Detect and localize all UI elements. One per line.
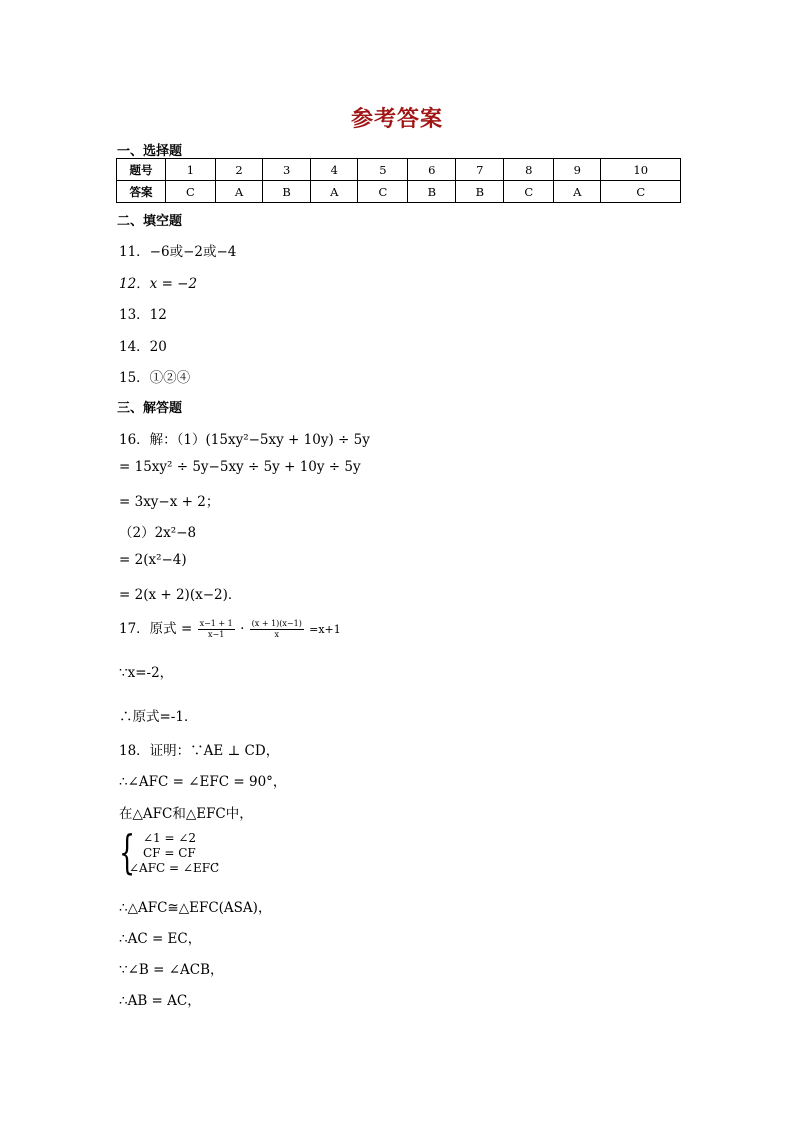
q17-line-2: ∵x=-2， [119, 665, 174, 681]
table-cell: C [504, 181, 554, 203]
q18-line-7: ∴AB = AC， [119, 993, 201, 1009]
section-heading-choice: 一、选择题 [117, 144, 183, 159]
q17-line-3: ∴原式=-1． [119, 709, 198, 725]
q18-line-6: ∵∠B = ∠ACB， [119, 962, 224, 978]
section-heading-fill: 二、填空题 [117, 214, 183, 229]
fraction-numerator: (x + 1)(x−1) [251, 619, 302, 628]
answer-line-15: 15．①②④ [119, 370, 191, 386]
section-heading-solve: 三、解答题 [117, 401, 183, 416]
q18-line-4: ∴△AFC≅△EFC(ASA)， [119, 900, 272, 916]
q17-line-1 [119, 617, 341, 640]
table-cell: B [263, 181, 311, 203]
fraction [250, 619, 304, 640]
fraction-denominator: x [274, 630, 279, 639]
table-header-cell: 题号 [117, 159, 166, 181]
fraction-numerator: x−1 + 1 [199, 619, 233, 628]
q17-prefix: 17．原式 = [119, 621, 193, 637]
fraction [198, 619, 235, 640]
brace-icon: { [119, 825, 136, 879]
answer-line-13: 13．12 [119, 307, 167, 323]
table-cell: 3 [263, 159, 311, 181]
table-cell: 7 [456, 159, 504, 181]
table-cell: A [215, 181, 262, 203]
q18-line-5: ∴AC = EC， [119, 931, 202, 947]
table-cell: 2 [215, 159, 262, 181]
q17-suffix: =x+1 [309, 623, 341, 636]
answer-line-14: 14．20 [119, 339, 167, 355]
system-line: CF = CF [143, 846, 196, 860]
table-header-cell: 答案 [117, 181, 166, 203]
page-title: 参考答案 [350, 106, 443, 132]
table-cell: 8 [504, 159, 554, 181]
q16-line-5: = 2(x²−4) [119, 552, 187, 568]
q18-line-2: ∴∠AFC = ∠EFC = 90°， [119, 774, 287, 790]
equation-system [119, 825, 239, 879]
q16-line-4: （2）2x²−8 [119, 525, 197, 541]
table-cell: 6 [408, 159, 456, 181]
table-cell: 9 [554, 159, 601, 181]
table-cell: 5 [358, 159, 408, 181]
table-cell: 10 [601, 159, 681, 181]
q16-line-1: 16．解：（1）(15xy²−5xy + 10y) ÷ 5y [119, 432, 370, 448]
q16-line-2: = 15xy² ÷ 5y−5xy ÷ 5y + 10y ÷ 5y [119, 459, 361, 475]
table-cell: C [166, 181, 216, 203]
q18-line-3: 在△AFC和△EFC中， [119, 806, 253, 822]
table-cell: A [554, 181, 601, 203]
answer-line-12: 12．x = −2 [119, 276, 198, 292]
q18-line-1: 18．证明：∵AE ⊥ CD， [119, 743, 280, 759]
table-cell: A [311, 181, 358, 203]
table-cell: 1 [166, 159, 216, 181]
table-cell: B [408, 181, 456, 203]
system-line: ∠AFC = ∠EFC [129, 861, 220, 875]
table-row [117, 181, 681, 203]
q16-line-6: = 2(x + 2)(x−2)． [119, 587, 242, 603]
answer-line-11: 11．−6或−2或−4 [119, 244, 237, 260]
answer-table [116, 158, 681, 203]
fraction-denominator: x−1 [208, 630, 225, 639]
system-comma: ， [215, 853, 228, 867]
multiply-dot: · [240, 621, 245, 637]
table-row [117, 159, 681, 181]
system-line: ∠1 = ∠2 [143, 831, 197, 845]
table-cell: C [601, 181, 681, 203]
q16-line-3: = 3xy−x + 2； [119, 494, 220, 510]
table-cell: C [358, 181, 408, 203]
table-cell: B [456, 181, 504, 203]
table-cell: 4 [311, 159, 358, 181]
